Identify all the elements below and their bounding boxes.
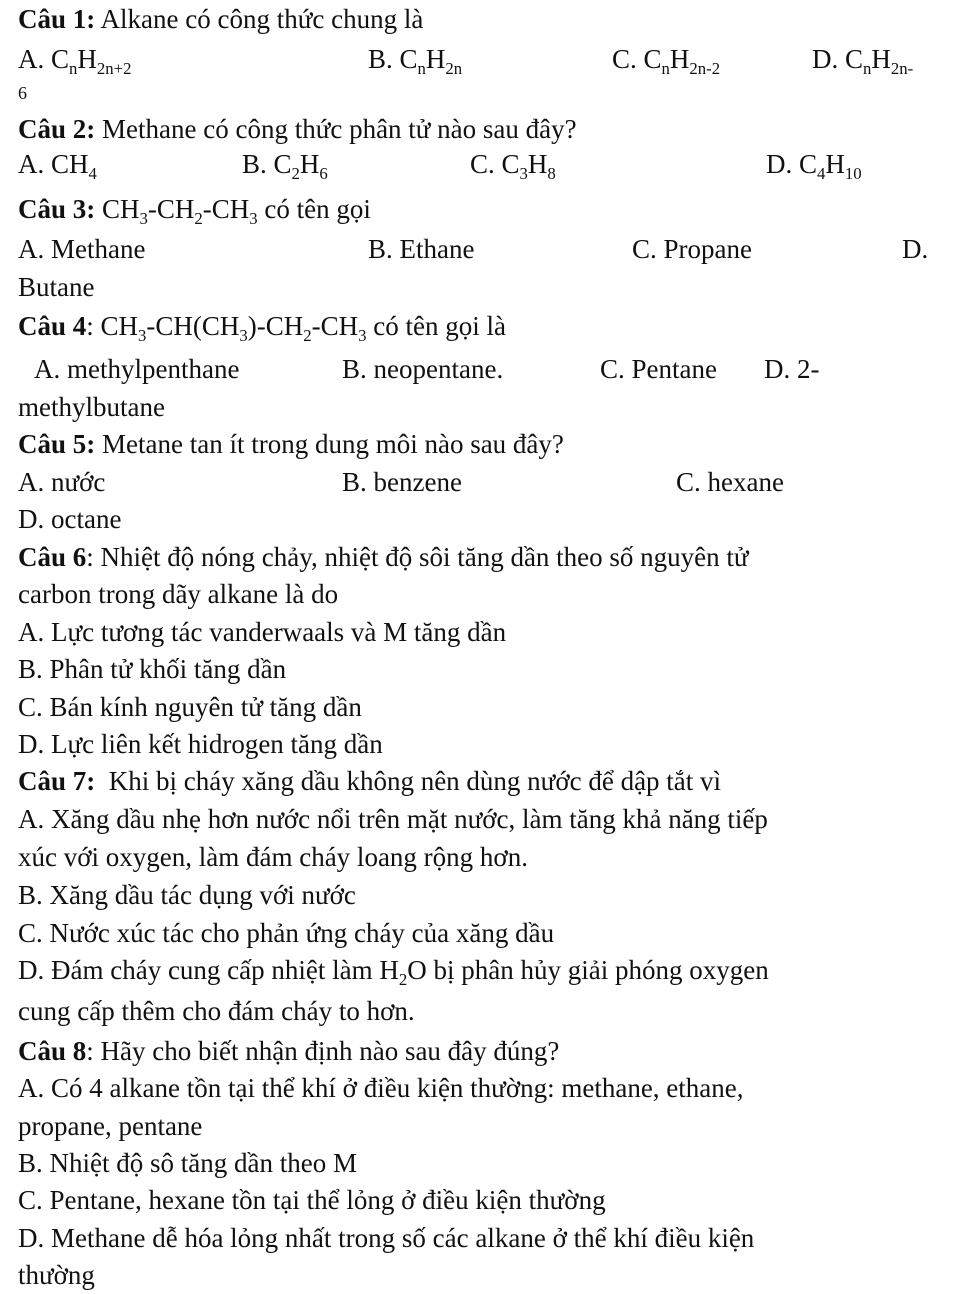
q6-option-b[interactable]: B. Phân tử khối tăng dần [18,654,287,684]
q3-option-a[interactable]: A. Methane [18,234,146,264]
q8-option-c[interactable]: C. Pentane, hexane tồn tại thể lỏng ở điều kiện thường [18,1185,606,1215]
q8-stem [18,1038,559,1065]
q8-label: Câu 8 [18,1036,87,1066]
q7-option-a[interactable]: A. Xăng dầu nhẹ hơn nước nổi trên mặt nước, làm tăng khả năng tiếp [18,804,768,834]
q3-tail: có tên gọi [264,194,371,224]
q1-option-b[interactable]: B. $C_nH_{2n}$ [368,44,463,78]
q4-option-a[interactable]: A. methylpenthane [34,354,240,384]
q8-option-d-continuation: thường [18,1260,95,1290]
q5-text: Metane tan ít trong dung môi nào sau đây? [102,429,564,459]
q4-stem [18,311,506,345]
q3-stem [18,194,371,228]
q7-label: Câu 7: [18,766,96,796]
q8-text: : Hãy cho biết nhận định nào sau đây đúng? [86,1036,560,1066]
q6-stem [18,544,749,571]
q7-option-a-continuation: xúc với oxygen, làm đám cháy loang rộng hơn. [18,842,528,872]
q2-option-a[interactable]: A. $CH_4$ [18,149,97,183]
q7-option-d[interactable]: D. Đám cháy cung cấp nhiệt làm $H_2O$ bị phân hủy giải phóng oxygen [18,955,769,989]
q1-option-c[interactable]: C. $C_nH_{2n-2}$ [612,44,721,78]
q6-text-continuation: carbon trong dãy alkane là do [18,579,339,609]
q4-tail: có tên gọi là [373,311,506,341]
q1-text: Alkane có công thức chung là [100,4,424,34]
q4-option-c[interactable]: C. Pentane [600,354,717,384]
q4-option-b[interactable]: B. neopentane. [342,354,504,384]
q2-stem [18,116,577,143]
q1-option-d-continuation: 6 [18,83,27,103]
q6-option-c[interactable]: C. Bán kính nguyên tử tăng dần [18,692,362,722]
q7-option-d-continuation: cung cấp thêm cho đám cháy to hơn. [18,996,415,1026]
q3-label: Câu 3: [18,194,96,224]
q1-option-d[interactable]: D. $C_nH_{2n-}$ [812,44,914,78]
q6-option-d[interactable]: D. Lực liên kết hidrogen tăng dần [18,729,383,759]
q8-option-a-continuation: propane, pentane [18,1111,203,1141]
q2-option-b[interactable]: B. $C_2H_6$ [242,149,328,183]
q7-option-b[interactable]: B. Xăng dầu tác dụng với nước [18,880,356,910]
q7-option-c[interactable]: C. Nước xúc tác cho phản ứng cháy của xăng dầu [18,918,555,948]
q8-option-a[interactable]: A. Có 4 alkane tồn tại thể khí ở điều kiện thường: methane, ethane, [18,1073,744,1103]
q2-option-d[interactable]: D. $C_4H_{10}$ [766,149,862,183]
q3-formula: $CH_3-CH_2-CH_3$ [102,194,258,228]
q8-option-d[interactable]: D. Methane dễ hóa lỏng nhất trong số các alkane ở thể khí điều kiện [18,1223,755,1253]
q4-option-d-continuation: methylbutane [18,392,165,422]
q7-stem [18,768,721,795]
q2-label: Câu 2: [18,114,96,144]
q5-option-c[interactable]: C. hexane [676,467,784,497]
q4-option-d[interactable]: D. 2- [764,354,820,384]
q5-label: Câu 5: [18,429,96,459]
q3-option-c[interactable]: C. Propane [632,234,752,264]
q4-label: Câu 4 [18,311,87,341]
q4-formula: : $CH_3-CH(CH_3)-CH_2-CH_3$ [86,311,367,345]
q6-text: : Nhiệt độ nóng chảy, nhiệt độ sôi tăng dần theo số nguyên tử [86,542,749,572]
q3-option-d[interactable]: D. [902,234,929,264]
q7-text: Khi bị cháy xăng dầu không nên dùng nước để dập tắt vì [108,766,722,796]
q2-text: Methane có công thức phân tử nào sau đây? [102,114,577,144]
q5-option-d[interactable]: D. octane [18,504,122,534]
q2-option-c[interactable]: C. $C_3H_8$ [470,149,556,183]
q5-stem [18,431,564,458]
q1-label: Câu 1: [18,4,96,34]
q8-option-b[interactable]: B. Nhiệt độ sô tăng dần theo M [18,1148,357,1178]
q6-label: Câu 6 [18,542,87,572]
q5-option-b[interactable]: B. benzene [342,467,462,497]
q1-stem [18,6,423,33]
q3-option-b[interactable]: B. Ethane [368,234,475,264]
q3-option-d-continuation: Butane [18,272,95,302]
q1-option-a[interactable]: A. $C_nH_{2n+2}$ [18,44,132,78]
q5-option-a[interactable]: A. nước [18,467,106,497]
q6-option-a[interactable]: A. Lực tương tác vanderwaals và M tăng dần [18,617,507,647]
